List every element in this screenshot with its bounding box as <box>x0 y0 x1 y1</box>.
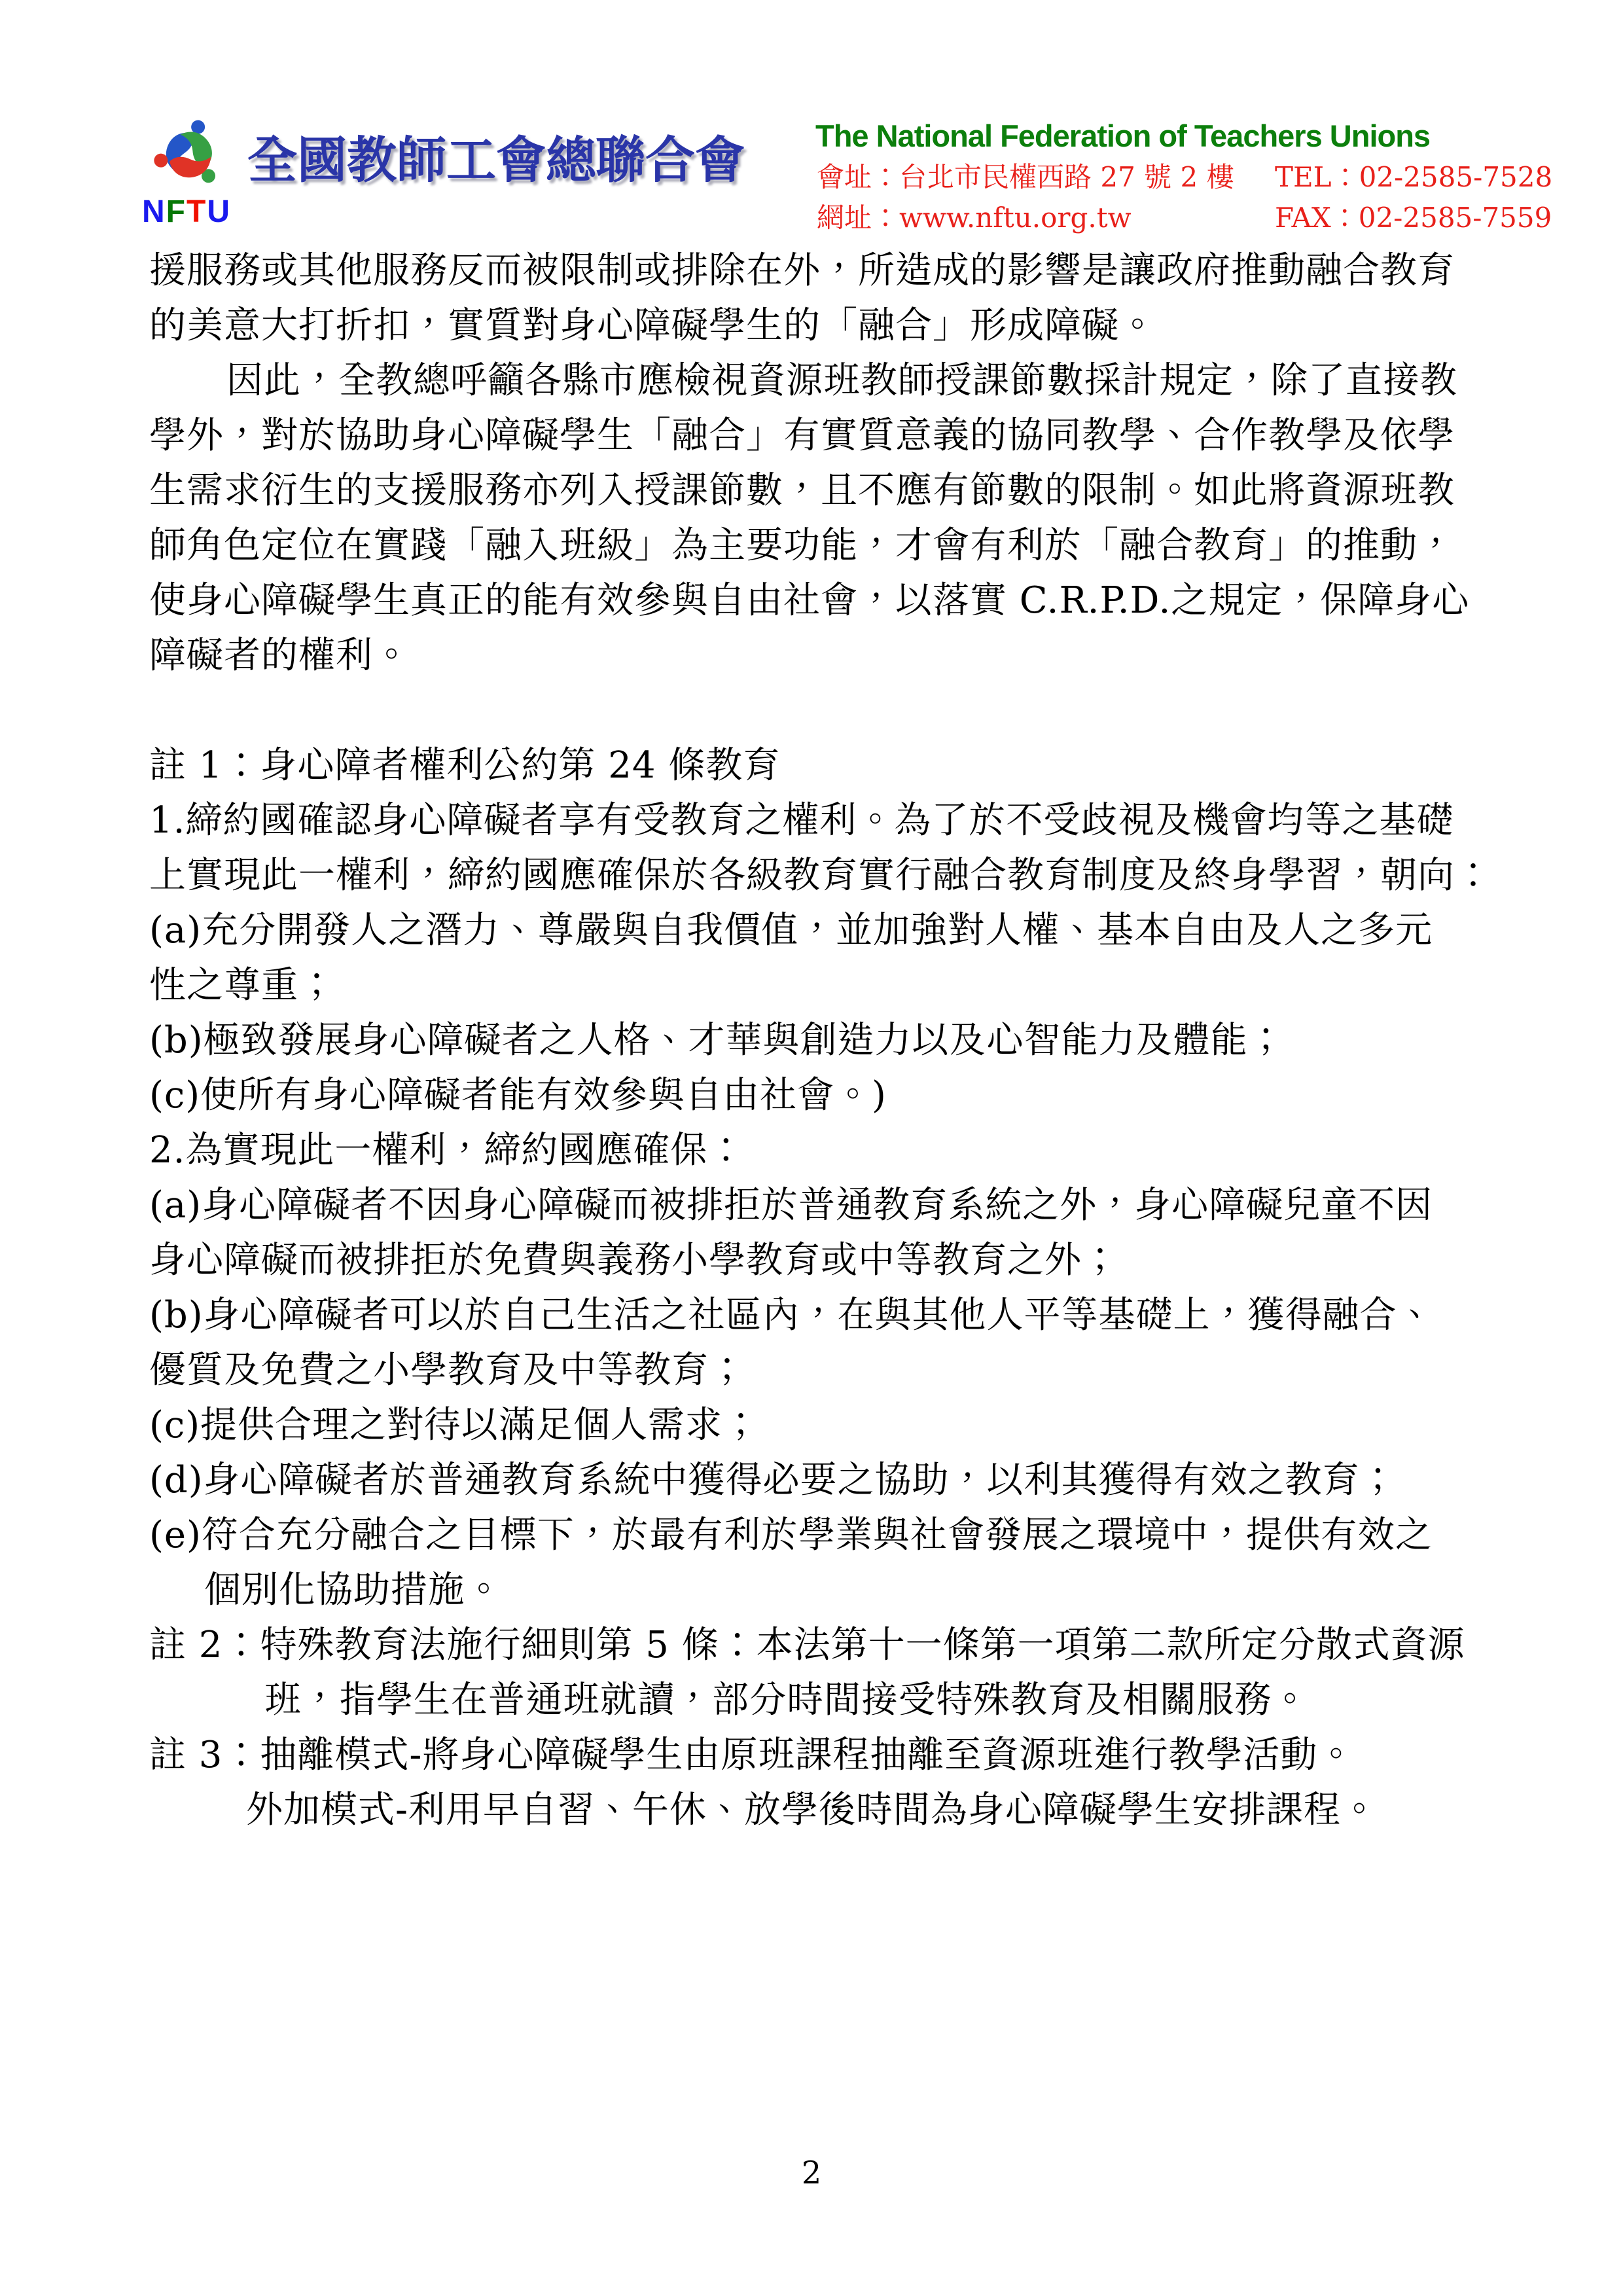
tel-value: 02-2585-7528 <box>1359 161 1553 193</box>
body-line: 師角色定位在實踐「融入班級」為主要功能，才會有利於「融合教育」的推動， <box>149 524 1455 567</box>
body-line: 的美意大打折扣，實質對身心障礙學生的「融合」形成障礙。 <box>149 304 1156 347</box>
body-line: 使身心障礙學生真正的能有效參與自由社會，以落實 C.R.P.D.之規定，保障身心 <box>149 579 1470 622</box>
acronym-letter: F <box>166 194 187 229</box>
fax-value: 02-2585-7559 <box>1358 202 1552 234</box>
body-line: 優質及免費之小學教育及中等教育； <box>149 1349 746 1391</box>
body-line: (c)使所有身心障礙者能有效參與自由社會。) <box>149 1074 887 1117</box>
contact-fax <box>1275 196 1552 236</box>
body-line: 因此，全教總呼籲各縣市應檢視資源班教師授課節數採計規定，除了直接教 <box>226 359 1457 402</box>
page-number: 2 <box>801 2155 822 2191</box>
body-line: (b)身心障礙者可以於自己生活之社區內，在與其他人平等基礎上，獲得融合、 <box>149 1294 1435 1336</box>
address-label: 會址： <box>817 161 900 193</box>
body-line: 身心障礙而被排拒於免費與義務小學教育或中等教育之外； <box>149 1239 1119 1282</box>
body-line: (b)極致發展身心障礙者之人格、才華與創造力以及心智能力及體能； <box>149 1019 1285 1062</box>
website-label: 網址： <box>817 202 900 234</box>
body-line: 2.為實現此一權利，締約國應確保： <box>149 1129 745 1172</box>
document-body <box>149 243 1492 1838</box>
body-line: 外加模式-利用早自習、午休、放學後時間為身心障礙學生安排課程。 <box>246 1789 1378 1831</box>
contact-tel <box>1275 156 1552 195</box>
body-line: 班，指學生在普通班就讀，部分時間接受特殊教育及相關服務。 <box>264 1679 1309 1721</box>
body-line: 障礙者的權利。 <box>149 634 410 677</box>
body-line: 援服務或其他服務反而被限制或排除在外，所造成的影響是讓政府推動融合教育 <box>149 249 1455 292</box>
nftu-acronym <box>142 194 240 230</box>
website-value: www.nftu.org.tw <box>899 202 1132 234</box>
acronym-letter: N <box>142 194 166 229</box>
body-line: (e)符合充分融合之目標下，於最有利於學業與社會發展之環境中，提供有效之 <box>149 1514 1433 1556</box>
body-line: 生需求衍生的支援服務亦列入授課節數，且不應有節數的限制。如此將資源班教 <box>149 469 1455 512</box>
body-line: 個別化協助措施。 <box>204 1569 503 1611</box>
nftu-logo-icon <box>148 113 230 196</box>
body-line: (a)充分開發人之潛力、尊嚴與自我價值，並加強對人權、基本自由及人之多元 <box>149 909 1433 952</box>
body-line: 學外，對於協助身心障礙學生「融合」有實質意義的協同教學、合作教學及依學 <box>149 414 1455 457</box>
body-line: 上實現此一權利，締約國應確保於各級教育實行融合教育制度及終身學習，朝向： <box>149 854 1492 897</box>
body-line: (d)身心障礙者於普通教育系統中獲得必要之協助，以利其獲得有效之教育； <box>149 1459 1397 1501</box>
body-line: 註 1：身心障者權利公約第 24 條教育 <box>149 744 781 787</box>
org-name-english: The National Federation of Teachers Unions <box>815 118 1431 153</box>
contact-website <box>817 196 1132 236</box>
body-line: (c)提供合理之對待以滿足個人需求； <box>149 1404 760 1446</box>
body-line: (a)身心障礙者不因身心障礙而被排拒於普通教育系統之外，身心障礙兒童不因 <box>149 1184 1433 1227</box>
org-name-chinese: 全國教師工會總聯合會 <box>247 131 745 189</box>
acronym-letter: T <box>187 194 207 229</box>
tel-label: TEL： <box>1275 161 1359 193</box>
body-line: 1.締約國確認身心障礙者享有受教育之權利。為了於不受歧視及機會均等之基礎 <box>149 799 1454 842</box>
acronym-letter: U <box>207 194 231 229</box>
fax-label: FAX： <box>1275 202 1359 234</box>
body-line-blank <box>149 683 1489 738</box>
contact-address <box>817 156 1234 195</box>
address-value: 台北市民權西路 27 號 2 樓 <box>899 161 1234 193</box>
body-line: 性之尊重； <box>149 964 336 1007</box>
body-line: 註 2：特殊教育法施行細則第 5 條：本法第十一條第一項第二款所定分散式資源 <box>149 1624 1465 1666</box>
body-line: 註 3：抽離模式-將身心障礙學生由原班課程抽離至資源班進行教學活動。 <box>149 1734 1355 1776</box>
